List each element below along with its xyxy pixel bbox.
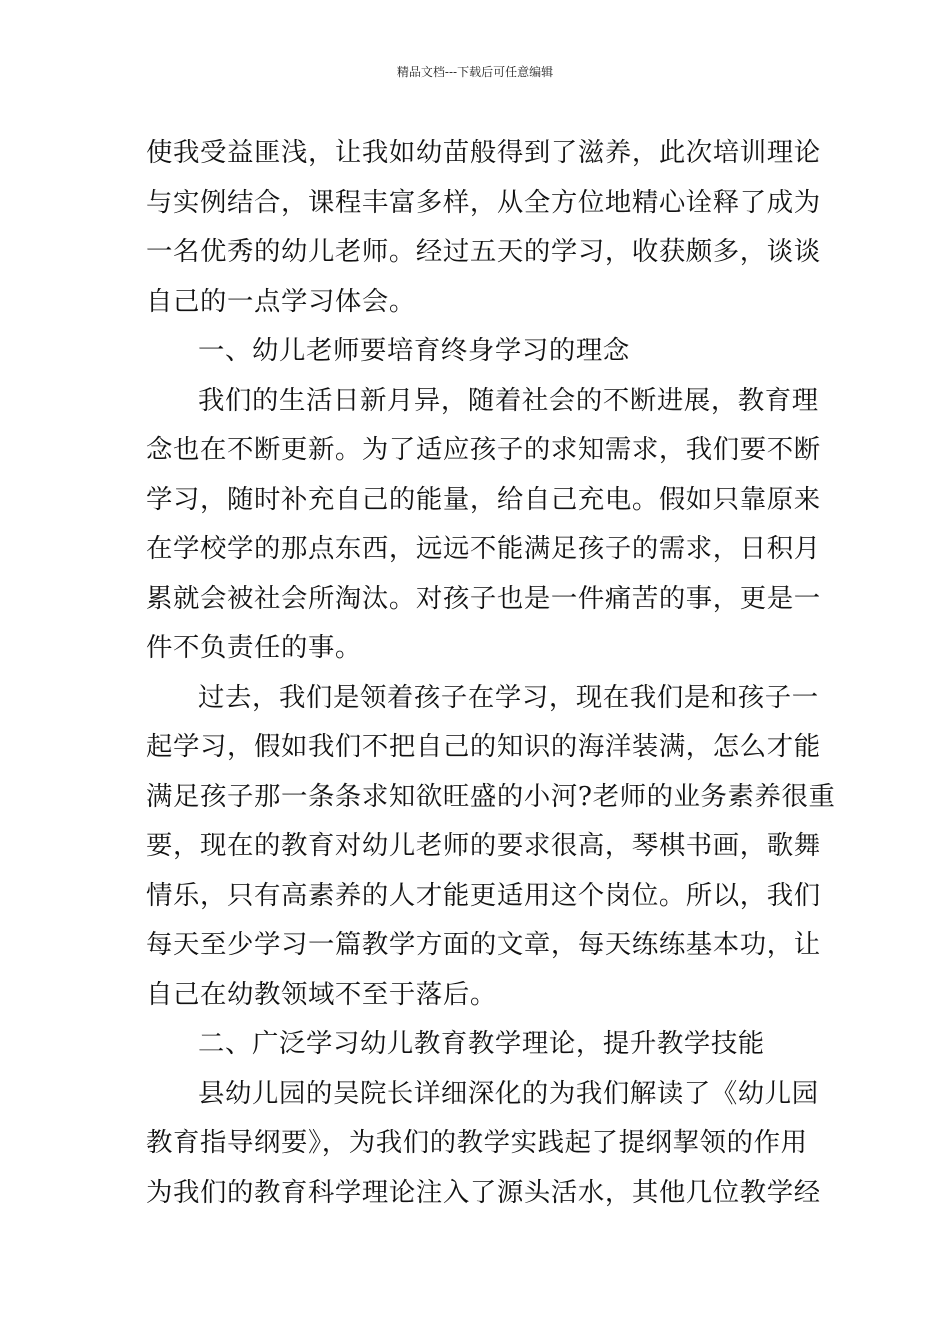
text-line: 累就会被社会所淘汰。对孩子也是一件痛苦的事，更是一 bbox=[146, 582, 821, 614]
text-line: 要，现在的教育对幼儿老师的要求很高，琴棋书画，歌舞 bbox=[146, 830, 821, 861]
section-heading-2: 二、广泛学习幼儿教育教学理论，提升教学技能 bbox=[198, 1028, 765, 1059]
text-line: 满足孩子那一条条求知欲旺盛的小河?老师的业务素养很重 bbox=[146, 780, 836, 812]
text-line: 起学习，假如我们不把自己的知识的海洋装满，怎么才能 bbox=[146, 731, 821, 762]
text-line: 件不负责任的事。 bbox=[146, 632, 362, 663]
text-line: 自己在幼教领域不至于落后。 bbox=[146, 978, 497, 1010]
document-body bbox=[146, 128, 836, 1217]
text-line: 县幼儿园的吴院长详细深化的为我们解读了《幼儿园 bbox=[198, 1077, 819, 1109]
section-heading-1: 一、幼儿老师要培育终身学习的理念 bbox=[198, 335, 630, 366]
text-line: 学习，随时补充自己的能量，给自己充电。假如只靠原来 bbox=[146, 483, 821, 515]
text-line: 一名优秀的幼儿老师。经过五天的学习，收获颇多，谈谈 bbox=[146, 236, 821, 267]
text-line: 情乐，只有高素养的人才能更适用这个岗位。所以，我们 bbox=[146, 879, 821, 911]
text-line: 教育指导纲要》，为我们的教学实践起了提纲挈领的作用 bbox=[146, 1127, 808, 1158]
text-line: 自己的一点学习体会。 bbox=[146, 285, 416, 317]
page-header: 精品文档---下载后可任意编辑 bbox=[396, 65, 554, 79]
text-line: 过去，我们是领着孩子在学习，现在我们是和孩子一 bbox=[198, 681, 819, 713]
text-line: 念也在不断更新。为了适应孩子的求知需求，我们要不断 bbox=[146, 434, 821, 465]
text-line: 在学校学的那点东西，远远不能满足孩子的需求，日积月 bbox=[146, 533, 821, 564]
text-line: 每天至少学习一篇教学方面的文章，每天练练基本功，让 bbox=[146, 929, 821, 960]
text-line: 使我受益匪浅，让我如幼苗般得到了滋养，此次培训理论 bbox=[146, 137, 821, 168]
text-line: 我们的生活日新月异，随着社会的不断进展，教育理 bbox=[198, 384, 819, 416]
text-line: 为我们的教育科学理论注入了源头活水，其他几位教学经 bbox=[146, 1176, 821, 1208]
text-line: 与实例结合，课程丰富多样，从全方位地精心诠释了成为 bbox=[146, 186, 821, 218]
